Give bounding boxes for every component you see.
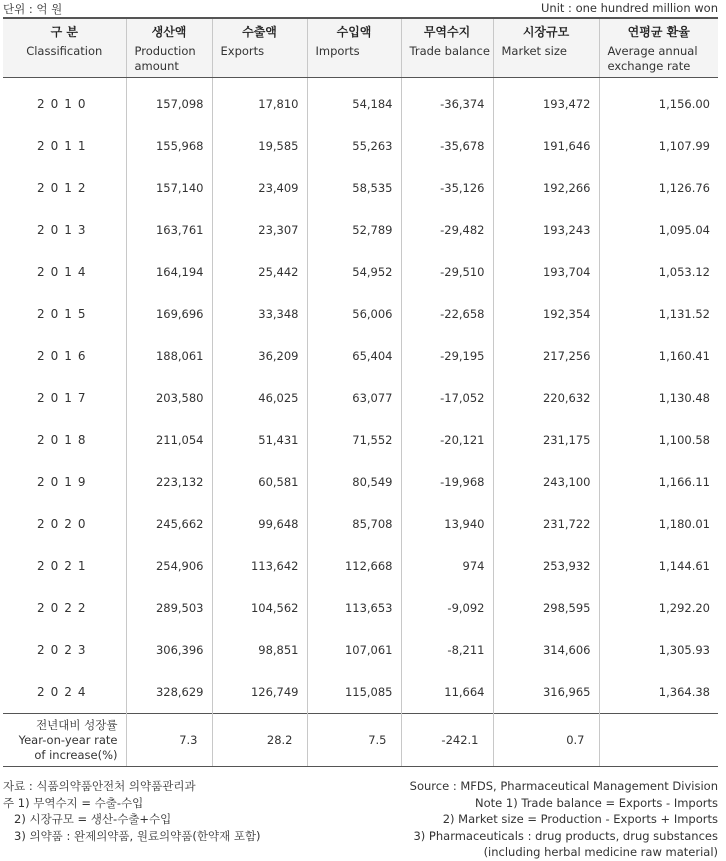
cell-market-size: 253,932 (493, 545, 599, 587)
cell-trade-balance: -35,678 (401, 125, 493, 167)
cell-production: 306,396 (126, 629, 212, 671)
cell-trade-balance: 11,664 (401, 671, 493, 714)
growth-trade-balance: -242.1 (401, 714, 493, 767)
table-row (3, 419, 718, 461)
cell-exchange-rate: 1,156.00 (599, 78, 718, 126)
cell-exchange-rate: 1,166.11 (599, 461, 718, 503)
table-row (3, 209, 718, 251)
cell-exchange-rate: 1,144.61 (599, 545, 718, 587)
cell-market-size: 193,704 (493, 251, 599, 293)
cell-production: 169,696 (126, 293, 212, 335)
cell-year: 2010 (36, 97, 92, 111)
cell-market-size: 314,606 (493, 629, 599, 671)
cell-production: 289,503 (126, 587, 212, 629)
cell-year: 2019 (36, 475, 92, 489)
cell-trade-balance: -29,482 (401, 209, 493, 251)
note-1-en: Note 1) Trade balance = Exports - Imports (475, 795, 718, 810)
cell-exports: 25,442 (212, 251, 307, 293)
table-row (3, 461, 718, 503)
table-row (3, 503, 718, 545)
cell-exchange-rate: 1,130.48 (599, 377, 718, 419)
cell-exports: 17,810 (212, 78, 307, 126)
cell-exports: 23,307 (212, 209, 307, 251)
table-row (3, 377, 718, 419)
unit-row (3, 0, 718, 17)
cell-exchange-rate: 1,292.20 (599, 587, 718, 629)
unit-label-ko: 단위 : 억 원 (3, 2, 63, 16)
cell-year: 2020 (36, 517, 92, 531)
cell-trade-balance: -35,126 (401, 167, 493, 209)
header-imports: 수입액 Imports (307, 18, 401, 78)
cell-market-size: 316,965 (493, 671, 599, 714)
growth-label: 전년대비 성장률 Year-on-year rate of increase(%) (3, 714, 126, 767)
cell-production: 164,194 (126, 251, 212, 293)
cell-market-size: 231,175 (493, 419, 599, 461)
cell-imports: 63,077 (307, 377, 401, 419)
cell-market-size: 193,472 (493, 78, 599, 126)
cell-exports: 33,348 (212, 293, 307, 335)
cell-trade-balance: -9,092 (401, 587, 493, 629)
cell-exchange-rate: 1,100.58 (599, 419, 718, 461)
cell-exchange-rate: 1,131.52 (599, 293, 718, 335)
cell-imports: 71,552 (307, 419, 401, 461)
unit-label-en: Unit : one hundred million won (540, 1, 718, 15)
cell-year: 2011 (36, 139, 92, 153)
table-row (3, 78, 718, 126)
note-source-ko: 자료 : 식품의약품안전처 의약품관리과 (3, 779, 196, 793)
cell-year: 2024 (36, 685, 92, 699)
cell-imports: 113,653 (307, 587, 401, 629)
cell-trade-balance: -29,195 (401, 335, 493, 377)
cell-production: 245,662 (126, 503, 212, 545)
cell-imports: 55,263 (307, 125, 401, 167)
growth-market-size: 0.7 (493, 714, 599, 767)
growth-exchange-rate (599, 714, 718, 767)
cell-exchange-rate: 1,364.38 (599, 671, 718, 714)
cell-exports: 98,851 (212, 629, 307, 671)
table-row (3, 293, 718, 335)
cell-exchange-rate: 1,180.01 (599, 503, 718, 545)
cell-imports: 115,085 (307, 671, 401, 714)
table-row (3, 167, 718, 209)
cell-year: 2018 (36, 433, 92, 447)
notes-korean (3, 778, 261, 844)
cell-exchange-rate: 1,053.12 (599, 251, 718, 293)
cell-market-size: 217,256 (493, 335, 599, 377)
note-1-ko: 주 1) 무역수지 = 수출-수입 (3, 795, 144, 810)
cell-trade-balance: -36,374 (401, 78, 493, 126)
cell-market-size: 243,100 (493, 461, 599, 503)
cell-exports: 23,409 (212, 167, 307, 209)
note-source-en: Source : MFDS, Pharmaceutical Management Division (409, 779, 718, 793)
cell-exchange-rate: 1,095.04 (599, 209, 718, 251)
cell-production: 203,580 (126, 377, 212, 419)
cell-production: 157,140 (126, 167, 212, 209)
cell-imports: 52,789 (307, 209, 401, 251)
table-row (3, 125, 718, 167)
cell-year: 2013 (36, 223, 92, 237)
cell-trade-balance: -8,211 (401, 629, 493, 671)
cell-imports: 107,061 (307, 629, 401, 671)
header-production: 생산액 Production amount (126, 18, 212, 78)
table-row (3, 335, 718, 377)
cell-exports: 113,642 (212, 545, 307, 587)
cell-exports: 126,749 (212, 671, 307, 714)
cell-production: 328,629 (126, 671, 212, 714)
cell-exports: 46,025 (212, 377, 307, 419)
note-2-en: 2) Market size = Production - Exports + Imports (442, 812, 718, 826)
table-row (3, 251, 718, 293)
growth-imports: 7.5 (307, 714, 401, 767)
note-2-ko: 2) 시장규모 = 생산-수출+수입 (14, 812, 172, 826)
table-row (3, 629, 718, 671)
cell-year: 2023 (36, 643, 92, 657)
cell-market-size: 231,722 (493, 503, 599, 545)
cell-imports: 112,668 (307, 545, 401, 587)
cell-exchange-rate: 1,160.41 (599, 335, 718, 377)
cell-market-size: 192,266 (493, 167, 599, 209)
note-3-ko: 3) 의약품 : 완제의약품, 원료의약품(한약재 포함) (14, 828, 261, 843)
cell-production: 188,061 (126, 335, 212, 377)
header-classification: 구 분 Classification (3, 18, 126, 78)
cell-exports: 19,585 (212, 125, 307, 167)
cell-production: 155,968 (126, 125, 212, 167)
cell-market-size: 192,354 (493, 293, 599, 335)
cell-exports: 36,209 (212, 335, 307, 377)
cell-year: 2015 (36, 307, 92, 321)
header-exports: 수출액 Exports (212, 18, 307, 78)
cell-exchange-rate: 1,305.93 (599, 629, 718, 671)
header-exchange-rate: 연평균 환율 Average annual exchange rate (599, 18, 718, 78)
cell-imports: 85,708 (307, 503, 401, 545)
cell-year: 2017 (36, 391, 92, 405)
cell-market-size: 220,632 (493, 377, 599, 419)
header-trade-balance: 무역수지 Trade balance (401, 18, 493, 78)
cell-year: 2022 (36, 601, 92, 615)
notes-english (410, 778, 718, 861)
cell-exports: 104,562 (212, 587, 307, 629)
cell-production: 157,098 (126, 78, 212, 126)
cell-year: 2012 (36, 181, 92, 195)
cell-trade-balance: -29,510 (401, 251, 493, 293)
table-row (3, 671, 718, 714)
growth-production: 7.3 (126, 714, 212, 767)
cell-trade-balance: -22,658 (401, 293, 493, 335)
cell-production: 223,132 (126, 461, 212, 503)
cell-year: 2016 (36, 349, 92, 363)
header-row (3, 18, 718, 78)
cell-exports: 99,648 (212, 503, 307, 545)
table-row (3, 545, 718, 587)
cell-imports: 56,006 (307, 293, 401, 335)
cell-exports: 60,581 (212, 461, 307, 503)
cell-trade-balance: -20,121 (401, 419, 493, 461)
growth-row (3, 714, 718, 767)
cell-exchange-rate: 1,126.76 (599, 167, 718, 209)
cell-imports: 58,535 (307, 167, 401, 209)
cell-year: 2021 (36, 559, 92, 573)
header-market-size: 시장규모 Market size (493, 18, 599, 78)
growth-exports: 28.2 (212, 714, 307, 767)
cell-exports: 51,431 (212, 419, 307, 461)
cell-trade-balance: 974 (401, 545, 493, 587)
cell-year: 2014 (36, 265, 92, 279)
table-row (3, 587, 718, 629)
note-3-en-cont: (including herbal medicine raw material) (483, 845, 718, 859)
cell-market-size: 298,595 (493, 587, 599, 629)
cell-exchange-rate: 1,107.99 (599, 125, 718, 167)
cell-market-size: 193,243 (493, 209, 599, 251)
cell-production: 211,054 (126, 419, 212, 461)
cell-production: 163,761 (126, 209, 212, 251)
cell-trade-balance: -17,052 (401, 377, 493, 419)
cell-trade-balance: 13,940 (401, 503, 493, 545)
cell-production: 254,906 (126, 545, 212, 587)
cell-imports: 54,952 (307, 251, 401, 293)
note-3-en: 3) Pharmaceuticals : drug products, drug substances (413, 828, 718, 843)
cell-market-size: 191,646 (493, 125, 599, 167)
cell-imports: 54,184 (307, 78, 401, 126)
cell-imports: 65,404 (307, 335, 401, 377)
cell-imports: 80,549 (307, 461, 401, 503)
pharma-statistics-table (3, 17, 718, 767)
cell-trade-balance: -19,968 (401, 461, 493, 503)
